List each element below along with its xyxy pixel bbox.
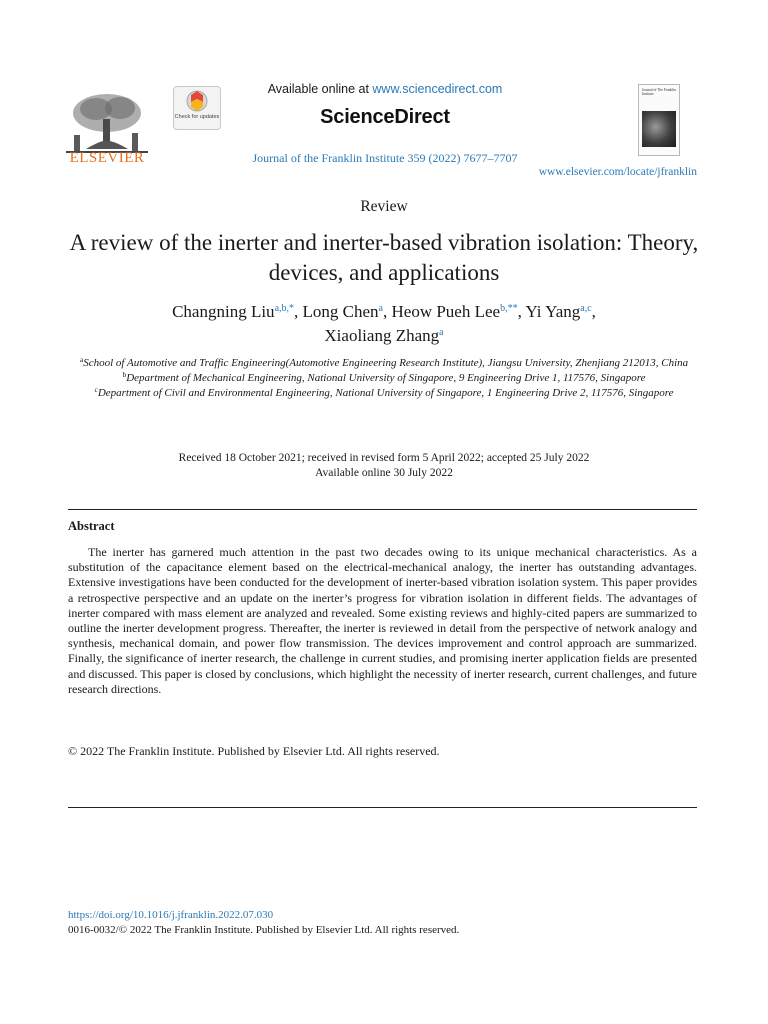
check-for-updates-badge[interactable] bbox=[173, 86, 221, 130]
doi-link[interactable]: https://doi.org/10.1016/j.jfranklin.2022.07.030 bbox=[68, 909, 274, 921]
crossmark-icon bbox=[174, 87, 220, 115]
elsevier-wordmark: ELSEVIER bbox=[69, 150, 145, 166]
author-separator: , bbox=[383, 302, 392, 321]
author-affiliation-marks[interactable]: a,b,* bbox=[274, 303, 295, 314]
issn-copyright-line: 0016-0032/© 2022 The Franklin Institute. Published by Elsevier Ltd. All rights reserved. bbox=[68, 924, 460, 936]
available-online-line bbox=[240, 82, 530, 96]
affiliation-text: Department of Civil and Environmental Engineering, National University of Singapore, 1 Engineering Drive 2, 117576, Singapore bbox=[97, 387, 674, 399]
journal-cover-image bbox=[642, 111, 676, 147]
sciencedirect-url-link[interactable]: www.sciencedirect.com bbox=[372, 82, 503, 96]
affiliation-item bbox=[68, 371, 700, 386]
affiliation-mark: b bbox=[122, 370, 127, 379]
article-type: Review bbox=[360, 198, 408, 215]
affiliation-mark: c bbox=[94, 385, 98, 394]
abstract-bottom-rule bbox=[68, 807, 697, 808]
affiliation-item bbox=[68, 386, 700, 401]
affiliation-mark: a bbox=[79, 355, 84, 364]
author-affiliation-marks[interactable]: a bbox=[439, 327, 444, 338]
author-name[interactable]: Heow Pueh Lee bbox=[391, 302, 501, 321]
author-list bbox=[60, 300, 708, 348]
affiliation-item bbox=[68, 356, 700, 371]
author-name[interactable]: Xiaoliang Zhang bbox=[324, 326, 440, 345]
author-name[interactable]: Changning Liu bbox=[172, 302, 275, 321]
available-online-prefix: Available online at bbox=[267, 82, 369, 96]
crossmark-label: Check for updates bbox=[174, 114, 220, 120]
author-affiliation-marks[interactable]: a bbox=[378, 303, 383, 314]
affiliation-text: Department of Mechanical Engineering, National University of Singapore, 9 Engineering Drive 1, 117576, Singapore bbox=[126, 372, 646, 384]
author-name[interactable]: Long Chen bbox=[302, 302, 379, 321]
author-affiliation-marks[interactable]: b,** bbox=[500, 303, 518, 314]
abstract-body: The inerter has garnered much attention in the past two decades owing to its unique mechanical characteristics. As a substitution of the capacitance element based on the electrical-mechanical analogy, the inerter has outstanding advantages. Extensive investigations have been conducted for the development of inerter-based vibration isolation system. This paper provides a retrospective perspective and an update on the inerter’s progress for vibration isolation in different fields. The advantages of inerter compared with mass element are analyzed and revealed. Some existing reviews and highly-cited papers are summarized to outline the inerter development progress. Thereafter, the inerter is reviewed in detail from the perspective of network analogy and synthesis, mechanical domain, and power flow transmission. The devices improvement and control approach are summarized. Finally, the significance of inerter research, the challenge in current studies, and promising inerter application fields are presented and discussed. This paper is closed by conclusions, which highlight the necessity of inerter research, current challenges, and future research directions. bbox=[68, 545, 697, 696]
article-history bbox=[68, 451, 700, 481]
affiliation-list bbox=[68, 356, 700, 401]
received-dates: Received 18 October 2021; received in revised form 5 April 2022; accepted 25 July 2022 bbox=[178, 452, 590, 464]
author-separator: , bbox=[591, 302, 596, 321]
journal-cover-title: Journal of The Franklin Institute bbox=[642, 88, 676, 96]
journal-homepage-link[interactable]: www.elsevier.com/locate/jfranklin bbox=[538, 166, 697, 178]
author-separator: , bbox=[517, 302, 526, 321]
journal-citation-link[interactable]: Journal of the Franklin Institute 359 (2022) 7677–7707 bbox=[252, 151, 518, 165]
journal-cover-thumbnail[interactable] bbox=[638, 84, 680, 156]
abstract-heading: Abstract bbox=[68, 519, 115, 533]
sciencedirect-brand: ScienceDirect bbox=[320, 106, 450, 128]
article-title: A review of the inerter and inerter-based vibration isolation: Theory, devices, and applications bbox=[69, 230, 699, 285]
author-name[interactable]: Yi Yang bbox=[525, 302, 581, 321]
affiliation-text: School of Automotive and Traffic Engineering(Automotive Engineering Research Institute), Jiangsu University, Zhenjiang 212013, China bbox=[83, 357, 689, 369]
abstract-copyright: © 2022 The Franklin Institute. Published by Elsevier Ltd. All rights reserved. bbox=[68, 744, 440, 758]
abstract-top-rule bbox=[68, 509, 697, 510]
author-separator: , bbox=[294, 302, 303, 321]
available-online-date: Available online 30 July 2022 bbox=[315, 467, 453, 479]
author-affiliation-marks[interactable]: a,c bbox=[580, 303, 592, 314]
